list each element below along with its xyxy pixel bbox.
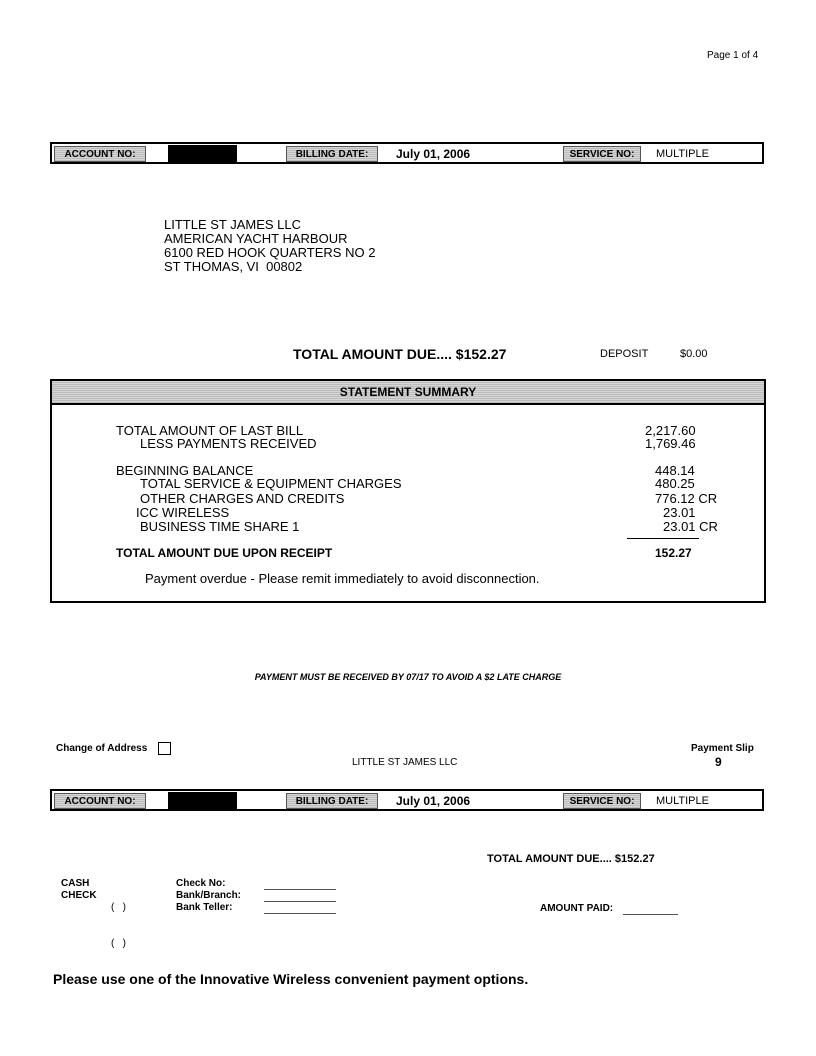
payments-label: LESS PAYMENTS RECEIVED [140, 436, 317, 451]
check-label: CHECK [61, 890, 97, 901]
account-number-redacted [168, 145, 237, 162]
slip-customer-name: LITTLE ST JAMES LLC [352, 757, 458, 768]
other-charges-value: 776.12 CR [655, 491, 718, 506]
total-amount-due: TOTAL AMOUNT DUE.... $152.27 [293, 346, 507, 362]
service-no-label: SERVICE NO: [563, 146, 641, 162]
slip-total-amount-due: TOTAL AMOUNT DUE.... $152.27 [487, 853, 655, 865]
other-charges-label: OTHER CHARGES AND CREDITS [140, 491, 345, 506]
total-due-receipt-label: TOTAL AMOUNT DUE UPON RECEIPT [116, 546, 333, 560]
payment-slip-number: 9 [715, 755, 722, 769]
late-charge-notice: PAYMENT MUST BE RECEIVED BY 07/17 TO AVOID A $2 LATE CHARGE [254, 672, 562, 682]
check-detail-labels [176, 878, 241, 914]
address-line: 6100 RED HOOK QUARTERS NO 2 [164, 245, 376, 260]
beginning-balance-value: 448.14 [655, 463, 695, 478]
account-info-bar [50, 142, 764, 164]
billing-date-label: BILLING DATE: [286, 146, 378, 162]
service-charges-value: 480.25 [655, 476, 695, 491]
overdue-notice: Payment overdue - Please remit immediately to avoid disconnection. [145, 571, 540, 586]
icc-wireless-value: 23.01 [663, 505, 696, 520]
cash-label: CASH [61, 878, 90, 889]
change-of-address-label: Change of Address [56, 743, 148, 754]
last-bill-label: TOTAL AMOUNT OF LAST BILL [116, 423, 304, 438]
check-no-label: Check No: [176, 878, 226, 889]
payment-options-footer: Please use one of the Innovative Wireless convenient payment options. [53, 971, 529, 987]
service-no-value: MULTIPLE [656, 148, 709, 160]
last-bill-value: 2,217.60 [645, 423, 696, 438]
check-option[interactable]: ( ) [111, 938, 126, 949]
amount-paid-field[interactable] [623, 914, 678, 915]
total-rule [627, 538, 699, 539]
slip-billing-date-value: July 01, 2006 [396, 794, 471, 808]
statement-summary [50, 379, 766, 603]
payment-method-options [111, 878, 126, 962]
total-due-receipt-value: 152.27 [655, 546, 692, 560]
mailing-address [164, 218, 375, 274]
address-line: AMERICAN YACHT HARBOUR [164, 231, 348, 246]
billing-date-value: July 01, 2006 [396, 147, 471, 161]
slip-account-info-bar [50, 789, 764, 811]
slip-account-number-redacted [168, 792, 237, 809]
cash-option[interactable]: ( ) [111, 902, 126, 913]
slip-service-no-value: MULTIPLE [656, 795, 709, 807]
account-no-label: ACCOUNT NO: [54, 146, 146, 162]
time-share-label: BUSINESS TIME SHARE 1 [140, 519, 300, 534]
payment-slip-label: Payment Slip [691, 743, 754, 754]
amount-paid-label: AMOUNT PAID: [540, 903, 614, 914]
statement-summary-title: STATEMENT SUMMARY [52, 381, 764, 405]
icc-wireless-label: ICC WIRELESS [136, 505, 230, 520]
bank-teller-field[interactable] [264, 913, 336, 914]
bank-teller-label: Bank Teller: [176, 902, 233, 913]
check-no-field[interactable] [264, 889, 336, 890]
deposit-label: DEPOSIT [600, 348, 649, 360]
bank-branch-label: Bank/Branch: [176, 890, 242, 901]
bank-branch-field[interactable] [264, 901, 336, 902]
address-line: LITTLE ST JAMES LLC [164, 217, 302, 232]
slip-billing-date-label: BILLING DATE: [286, 793, 378, 809]
page-indicator: Page 1 of 4 [707, 50, 759, 61]
payments-value: 1,769.46 [645, 436, 696, 451]
service-charges-label: TOTAL SERVICE & EQUIPMENT CHARGES [140, 476, 402, 491]
payment-method-labels [61, 878, 97, 902]
change-of-address-checkbox[interactable] [158, 742, 171, 755]
time-share-value: 23.01 CR [663, 519, 718, 534]
slip-account-no-label: ACCOUNT NO: [54, 793, 146, 809]
address-line: ST THOMAS, VI 00802 [164, 259, 303, 274]
deposit-value: $0.00 [680, 348, 708, 360]
slip-service-no-label: SERVICE NO: [563, 793, 641, 809]
beginning-balance-label: BEGINNING BALANCE [116, 463, 254, 478]
